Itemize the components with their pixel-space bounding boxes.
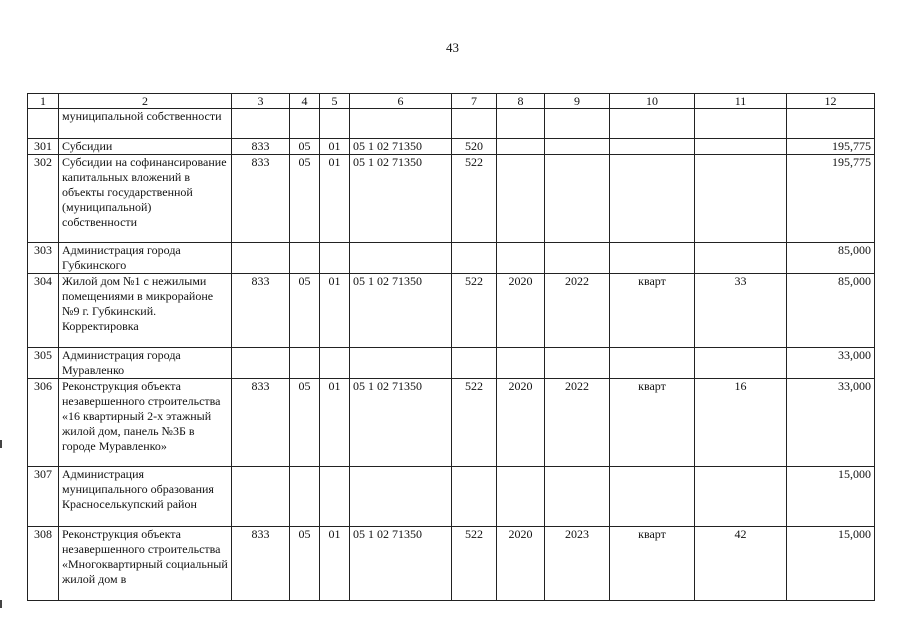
table-cell: 05 1 02 71350 (350, 139, 452, 155)
table-cell: 308 (28, 527, 59, 601)
budget-table (27, 93, 875, 601)
table-row (28, 139, 875, 155)
table-cell: 302 (28, 155, 59, 243)
table-cell: Жилой дом №1 с нежилыми помещениями в микрорайоне №9 г. Губкинский. Корректировка (59, 274, 232, 348)
table-cell: Реконструкция объекта незавершенного строительства «Многоквартирный социальный жилой дом в (59, 527, 232, 601)
table-cell: 301 (28, 139, 59, 155)
table-cell: 195,775 (787, 155, 875, 243)
table-row (28, 527, 875, 601)
table-cell (695, 467, 787, 527)
table-cell (232, 109, 290, 139)
table-cell: 01 (320, 155, 350, 243)
table-cell: Субсидии на софинансирование капитальных вложений в объекты государственной (муниципальной) собственности (59, 155, 232, 243)
table-cell (695, 348, 787, 379)
table-cell: 05 (290, 527, 320, 601)
table-cell: 195,775 (787, 139, 875, 155)
header-cell: 1 (28, 94, 59, 109)
table-cell: 15,000 (787, 527, 875, 601)
table-cell (610, 467, 695, 527)
table-cell: 33,000 (787, 348, 875, 379)
table-cell (695, 155, 787, 243)
table-cell (545, 348, 610, 379)
header-cell: 9 (545, 94, 610, 109)
table-cell: 303 (28, 243, 59, 274)
header-cell: 5 (320, 94, 350, 109)
table-cell: 01 (320, 527, 350, 601)
table-cell: Администрация города Губкинского (59, 243, 232, 274)
table-cell (452, 348, 497, 379)
table-cell: 05 1 02 71350 (350, 155, 452, 243)
table-cell (320, 109, 350, 139)
table-cell (452, 109, 497, 139)
table-cell: 522 (452, 527, 497, 601)
table-cell (320, 467, 350, 527)
table-cell (497, 467, 545, 527)
header-cell: 8 (497, 94, 545, 109)
scan-edge-mark (0, 440, 2, 448)
table-cell: 85,000 (787, 274, 875, 348)
table-cell (497, 139, 545, 155)
table-cell (290, 467, 320, 527)
table-cell: 520 (452, 139, 497, 155)
page-number: 43 (446, 40, 459, 55)
table-row (28, 467, 875, 527)
table-row (28, 274, 875, 348)
table-cell: 305 (28, 348, 59, 379)
table-row (28, 243, 875, 274)
table-cell (695, 139, 787, 155)
table-cell: 2022 (545, 274, 610, 348)
table-cell: 05 (290, 155, 320, 243)
table-cell: 522 (452, 379, 497, 467)
table-cell: 2020 (497, 527, 545, 601)
table-cell: 16 (695, 379, 787, 467)
table-cell: 522 (452, 155, 497, 243)
table-cell: кварт (610, 274, 695, 348)
table-cell: 05 (290, 139, 320, 155)
table-cell: 85,000 (787, 243, 875, 274)
table-cell: 833 (232, 139, 290, 155)
table-cell (350, 109, 452, 139)
table-cell (545, 467, 610, 527)
table-cell: 306 (28, 379, 59, 467)
table-cell: 2020 (497, 379, 545, 467)
table-cell (452, 243, 497, 274)
table-cell (232, 348, 290, 379)
table-cell: 42 (695, 527, 787, 601)
table-cell: 33 (695, 274, 787, 348)
table-cell (695, 243, 787, 274)
table-row (28, 109, 875, 139)
table-cell (350, 467, 452, 527)
table-cell: 01 (320, 139, 350, 155)
table-row (28, 379, 875, 467)
table-cell: 05 1 02 71350 (350, 274, 452, 348)
table-cell: 05 (290, 379, 320, 467)
table-cell (290, 109, 320, 139)
table-cell: 522 (452, 274, 497, 348)
header-cell: 4 (290, 94, 320, 109)
table-header-row (28, 94, 875, 109)
table-cell: 2022 (545, 379, 610, 467)
table-cell (320, 243, 350, 274)
table-cell (610, 139, 695, 155)
table-cell: 05 (290, 274, 320, 348)
table-cell (610, 109, 695, 139)
table-cell (545, 139, 610, 155)
table-cell (350, 348, 452, 379)
table-cell: 307 (28, 467, 59, 527)
table-cell: 01 (320, 274, 350, 348)
header-cell: 6 (350, 94, 452, 109)
table-cell: кварт (610, 527, 695, 601)
table-cell (610, 155, 695, 243)
table-cell: 33,000 (787, 379, 875, 467)
table-row (28, 155, 875, 243)
table-cell: 05 1 02 71350 (350, 527, 452, 601)
header-cell: 10 (610, 94, 695, 109)
header-cell: 11 (695, 94, 787, 109)
table-cell (497, 109, 545, 139)
table-cell (232, 467, 290, 527)
table-cell (787, 109, 875, 139)
table-cell: 15,000 (787, 467, 875, 527)
table-cell (610, 348, 695, 379)
table-cell (497, 155, 545, 243)
table-cell (290, 243, 320, 274)
scan-edge-mark (0, 600, 2, 608)
table-cell: 833 (232, 274, 290, 348)
table-cell: 304 (28, 274, 59, 348)
table-cell (497, 243, 545, 274)
table-cell (232, 243, 290, 274)
table-cell (452, 467, 497, 527)
table-cell (695, 109, 787, 139)
table-cell (320, 348, 350, 379)
table-cell: 2020 (497, 274, 545, 348)
header-cell: 2 (59, 94, 232, 109)
table-cell (545, 155, 610, 243)
table-cell: 833 (232, 379, 290, 467)
table-cell: Администрация муниципального образования Красноселькупский район (59, 467, 232, 527)
table-cell (497, 348, 545, 379)
table-cell: Администрация города Муравленко (59, 348, 232, 379)
table-cell: 833 (232, 155, 290, 243)
table-cell: Субсидии (59, 139, 232, 155)
table-cell: 2023 (545, 527, 610, 601)
table-cell (350, 243, 452, 274)
header-cell: 7 (452, 94, 497, 109)
table-row (28, 348, 875, 379)
table-cell (28, 109, 59, 139)
table-cell: кварт (610, 379, 695, 467)
table-cell (610, 243, 695, 274)
header-cell: 3 (232, 94, 290, 109)
header-cell: 12 (787, 94, 875, 109)
table-cell: 05 1 02 71350 (350, 379, 452, 467)
table-cell (290, 348, 320, 379)
table-cell: 833 (232, 527, 290, 601)
table-cell: Реконструкция объекта незавершенного строительства «16 квартирный 2-х этажный жилой дом, панель №3Б в городе Муравленко» (59, 379, 232, 467)
table-cell (545, 243, 610, 274)
table-cell (545, 109, 610, 139)
table-cell: 01 (320, 379, 350, 467)
table-cell: муниципальной собственности (59, 109, 232, 139)
